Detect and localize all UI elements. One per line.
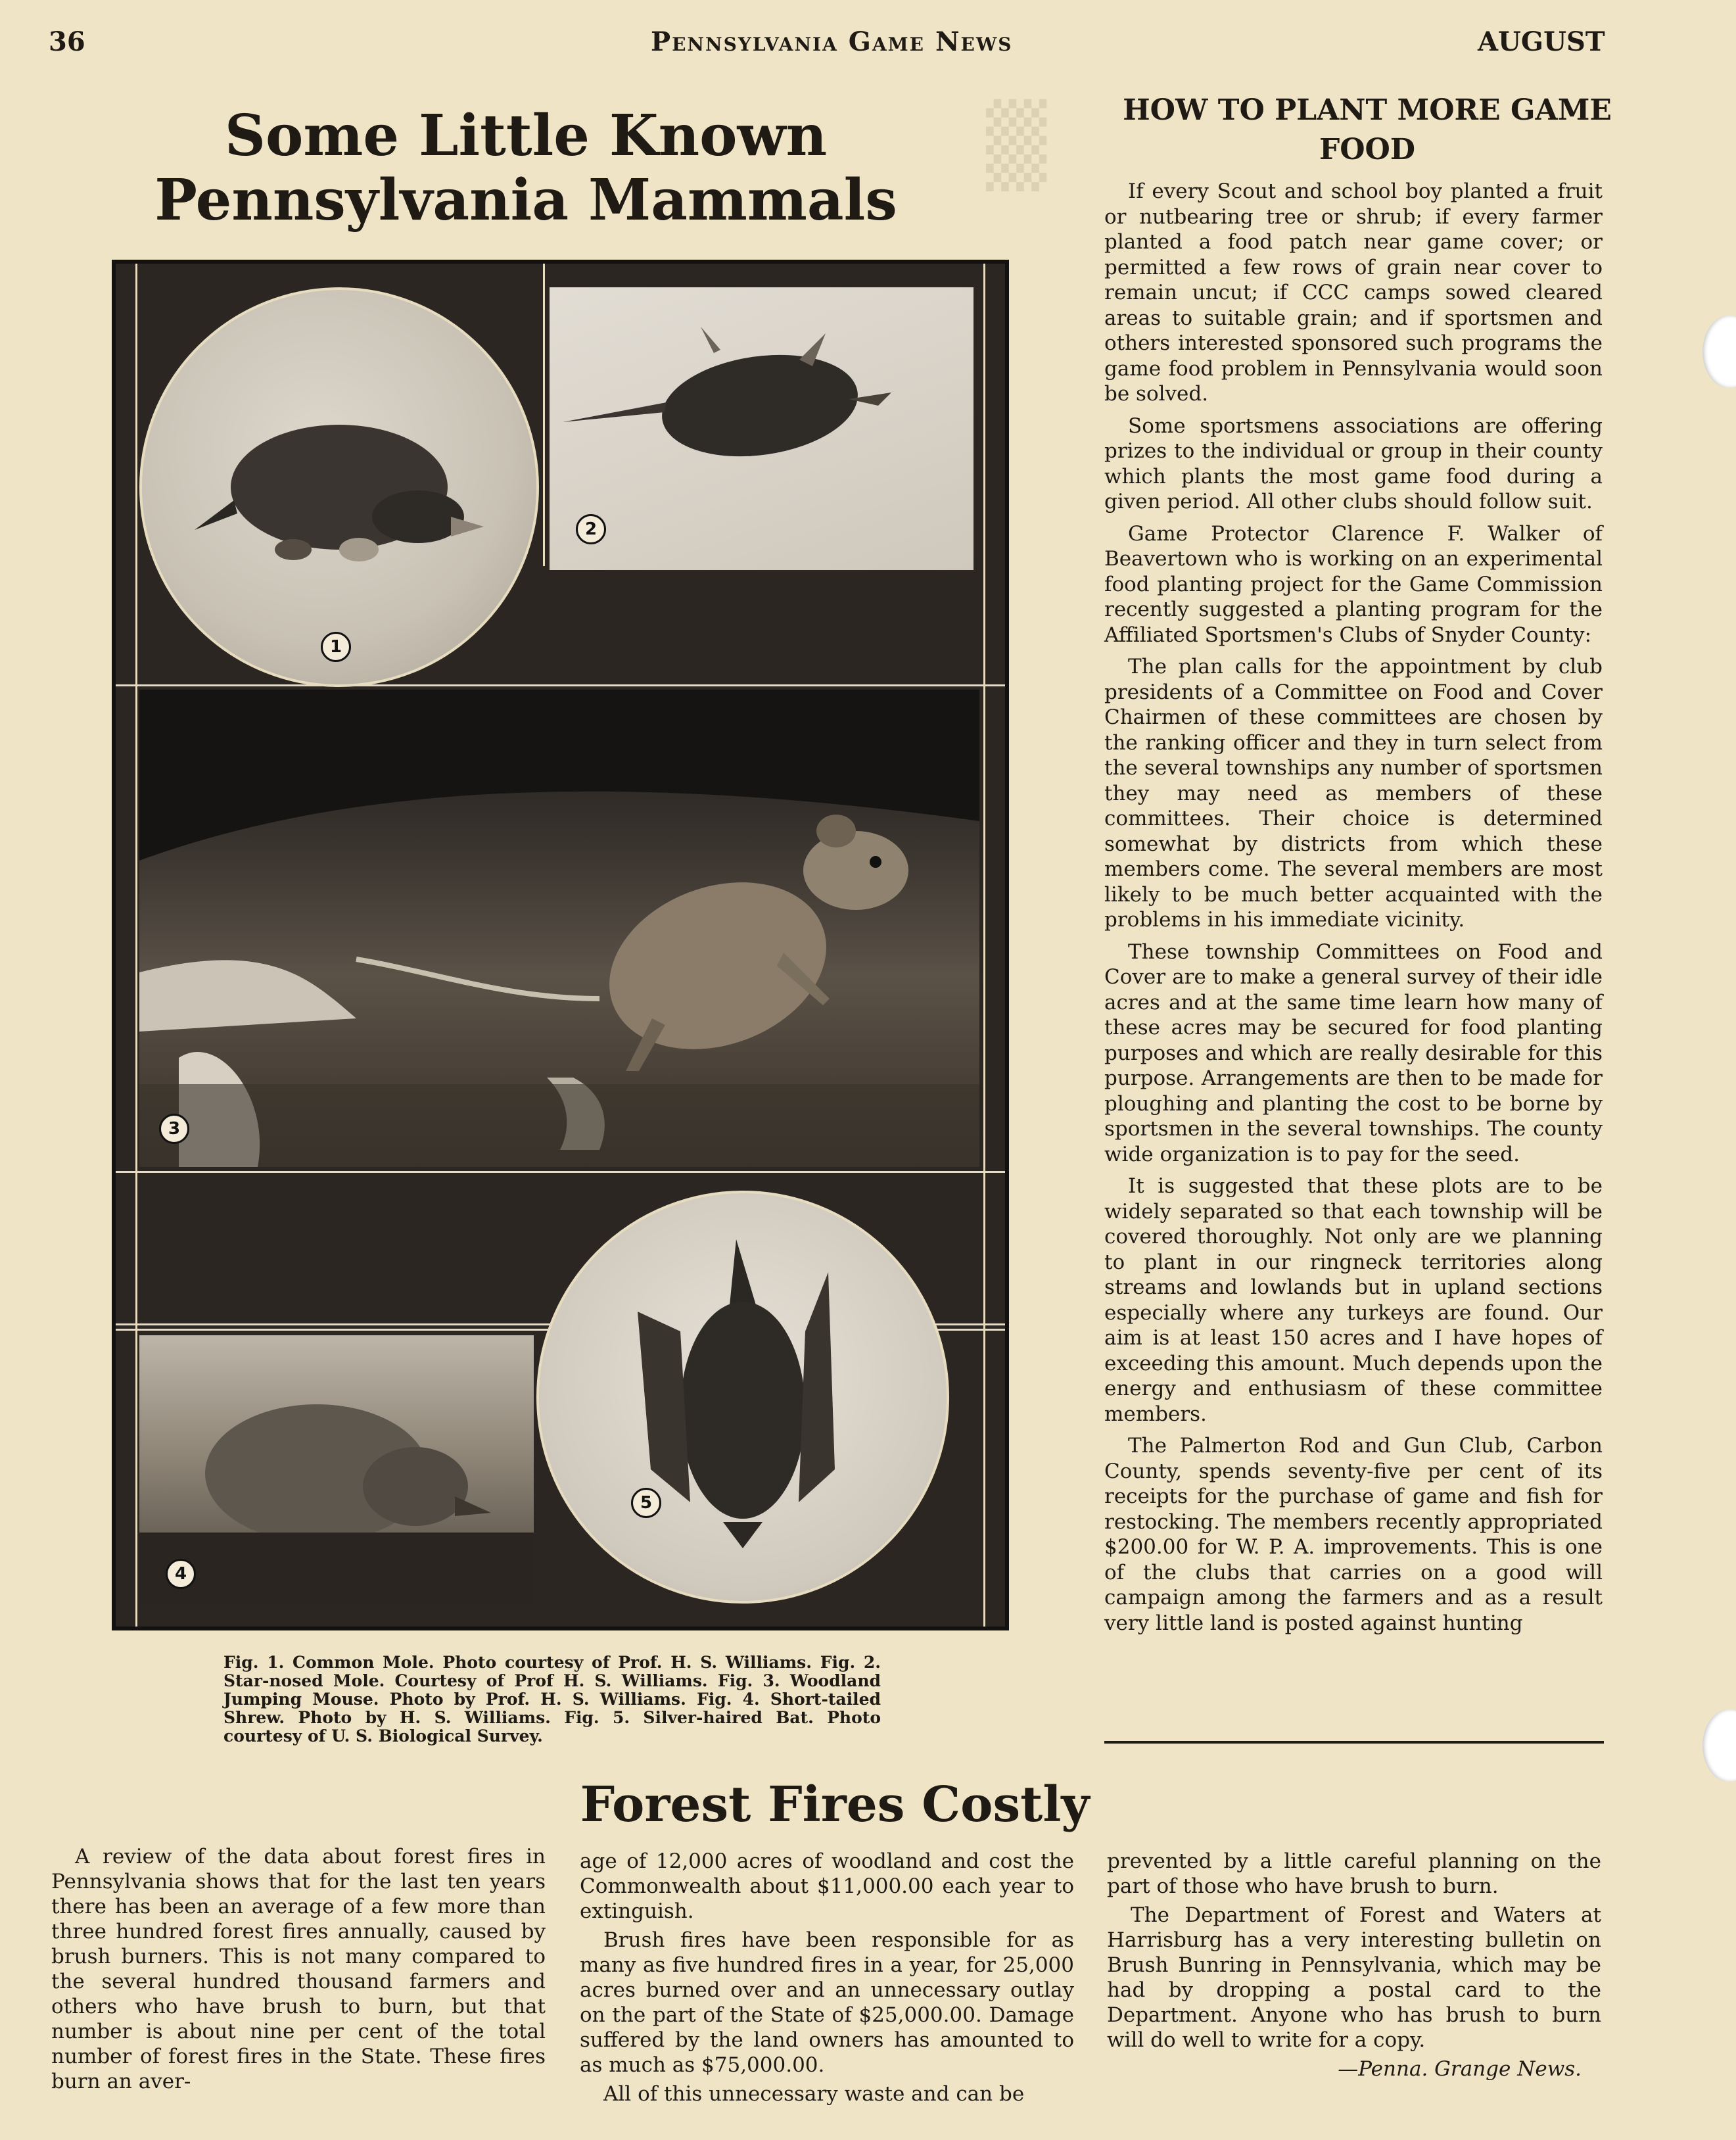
section-divider-rule bbox=[1104, 1741, 1604, 1744]
article-title-mammals: Some Little Known Pennsylvania Mammals bbox=[154, 103, 897, 233]
paragraph: All of this unnecessary waste and can be bbox=[603, 2082, 1025, 2106]
game-food-article-body bbox=[1104, 179, 1603, 1642]
figure-number-2: 2 bbox=[576, 514, 606, 544]
figure-number-1: 1 bbox=[321, 632, 351, 662]
paragraph: Game Protector Clarence F. Walker of Beavertown who is working on an experimental food planting project for the Game Commission recently suggested a planting program for the Affiliated Sportsmen's Clubs of Snyder County: bbox=[1104, 521, 1603, 647]
forest-fires-column-2 bbox=[580, 1849, 1074, 2110]
paragraph: It is suggested that these plots are to be widely separated so that each township will be covered thoroughly. Not only are we planning to plant in our ringneck territories along streams and lowlands but in upland sections especially where any turkeys are found. Our aim is at least 150 acres and I have hopes of exceeding this amount. Much depends upon the energy and enthusiasm of these committee members. bbox=[1104, 1174, 1603, 1426]
figure-2-star-nosed-mole-photo bbox=[550, 287, 974, 570]
figure-number-4: 4 bbox=[166, 1559, 196, 1589]
paragraph: prevented by a little careful planning on the part of those who have brush to burn. bbox=[1107, 1849, 1601, 1898]
figure-1-common-mole-photo bbox=[139, 287, 539, 687]
photo-plate bbox=[112, 260, 1009, 1630]
source-credit: —Penna. Grange News. bbox=[1338, 2057, 1582, 2081]
article-title-game-food: HOW TO PLANT MORE GAME FOOD bbox=[1123, 93, 1612, 166]
paragraph: The plan calls for the appointment by club presidents of a Committee on Food and Cover Chairmen of these committees are chosen by the ranking officer and they in turn select from the several townships any number of sportsmen they may need as members of these committees. Their choice is determined somewhat by districts from which these members come. The several members are most likely to be much better acquainted with the problems in his immediate vicinity. bbox=[1104, 655, 1603, 932]
paragraph: Some sportsmens associations are offering prizes to the individual or group in their county which plants the most game food during a given period. All other clubs should follow suit. bbox=[1104, 414, 1603, 513]
paragraph: The Department of Forest and Waters at Harrisburg has a very interesting bulletin on Brush Bunring in Pennsylvania, which may be had by dropping a postal card to the Department. Anyone who has brush to burn will do well to write for a copy. bbox=[1107, 1903, 1601, 2052]
article-title-forest-fires: Forest Fires Costly bbox=[580, 1776, 1090, 1833]
figure-4-short-tailed-shrew-photo bbox=[139, 1335, 534, 1605]
forest-fires-column-3 bbox=[1107, 1849, 1601, 2085]
publication-name: Pennsylvania Game News bbox=[651, 26, 1013, 57]
forest-fires-column-1 bbox=[51, 1844, 546, 2098]
punch-hole-top bbox=[1702, 316, 1736, 388]
figure-number-3: 3 bbox=[159, 1114, 189, 1144]
issue-month: AUGUST bbox=[1478, 26, 1605, 57]
show-through-text: ▒ bbox=[986, 99, 1047, 191]
paragraph: age of 12,000 acres of woodland and cost the Commonwealth about $11,000.00 each year to extinguish. bbox=[580, 1849, 1074, 1923]
paragraph: Brush fires have been responsible for as many as five hundred fires in a year, for 25,000 acres burned over and an unnecessary outlay on the part of the State of $25,000.00. Damage suffered by the land owners has amounted to as much as $75,000.00. bbox=[580, 1928, 1074, 2077]
figure-5-silver-haired-bat-photo bbox=[536, 1191, 949, 1604]
photo-caption: Fig. 1. Common Mole. Photo courtesy of Prof. H. S. Williams. Fig. 2. Star-nosed Mole. Courtesy of Prof H. S. Williams. Fig. 3. Woodland Jumping Mouse. Photo by Prof. H. S. Williams. Fig. 4. Short-tailed Shrew. Photo by H. S. Williams. Fig. 5. Silver-haired Bat. Photo courtesy of U. S. Biological Survey. bbox=[223, 1653, 881, 1746]
paragraph: The Palmerton Rod and Gun Club, Carbon County, spends seventy-five per cent of its receipts for the purchase of game and fish for restocking. The members recently appropriated $200.00 for W. P. A. improvements. This is one of the clubs that carries on a good will campaign among the farmers and as a result very little land is posted against hunting bbox=[1104, 1434, 1603, 1635]
figure-number-5: 5 bbox=[631, 1488, 661, 1518]
paragraph: These township Committees on Food and Cover are to make a general survey of their idle acres and at the same time learn how many of these acres may be secured for food planting purposes and which are really desirable for this purpose. Arrangements are then to be made for ploughing and planting the cost to be borne by sportsmen in the several townships. The county wide organization is to pay for the seed. bbox=[1104, 939, 1603, 1166]
paragraph: If every Scout and school boy planted a fruit or nutbearing tree or shrub; if every farmer planted a food patch near game cover; or permitted a few rows of grain near cover to remain uncut; if CCC camps sowed cleared areas to suitable grain; and if sportsmen and others interested sponsored such programs the game food problem in Pennsylvania would soon be solved. bbox=[1104, 179, 1603, 406]
page-number: 36 bbox=[49, 26, 85, 57]
paragraph: A review of the data about forest fires in Pennsylvania shows that for the last ten years there has been an average of a few more than three hundred forest fires annually, caused by brush burners. This is not many compared to the several hundred thousand farmers and others who have brush to burn, but that number is about nine per cent of the total number of forest fires in the State. These fires burn an aver- bbox=[51, 1845, 546, 2093]
figure-3-woodland-jumping-mouse-photo bbox=[139, 690, 979, 1167]
punch-hole-bottom bbox=[1702, 1709, 1736, 1782]
